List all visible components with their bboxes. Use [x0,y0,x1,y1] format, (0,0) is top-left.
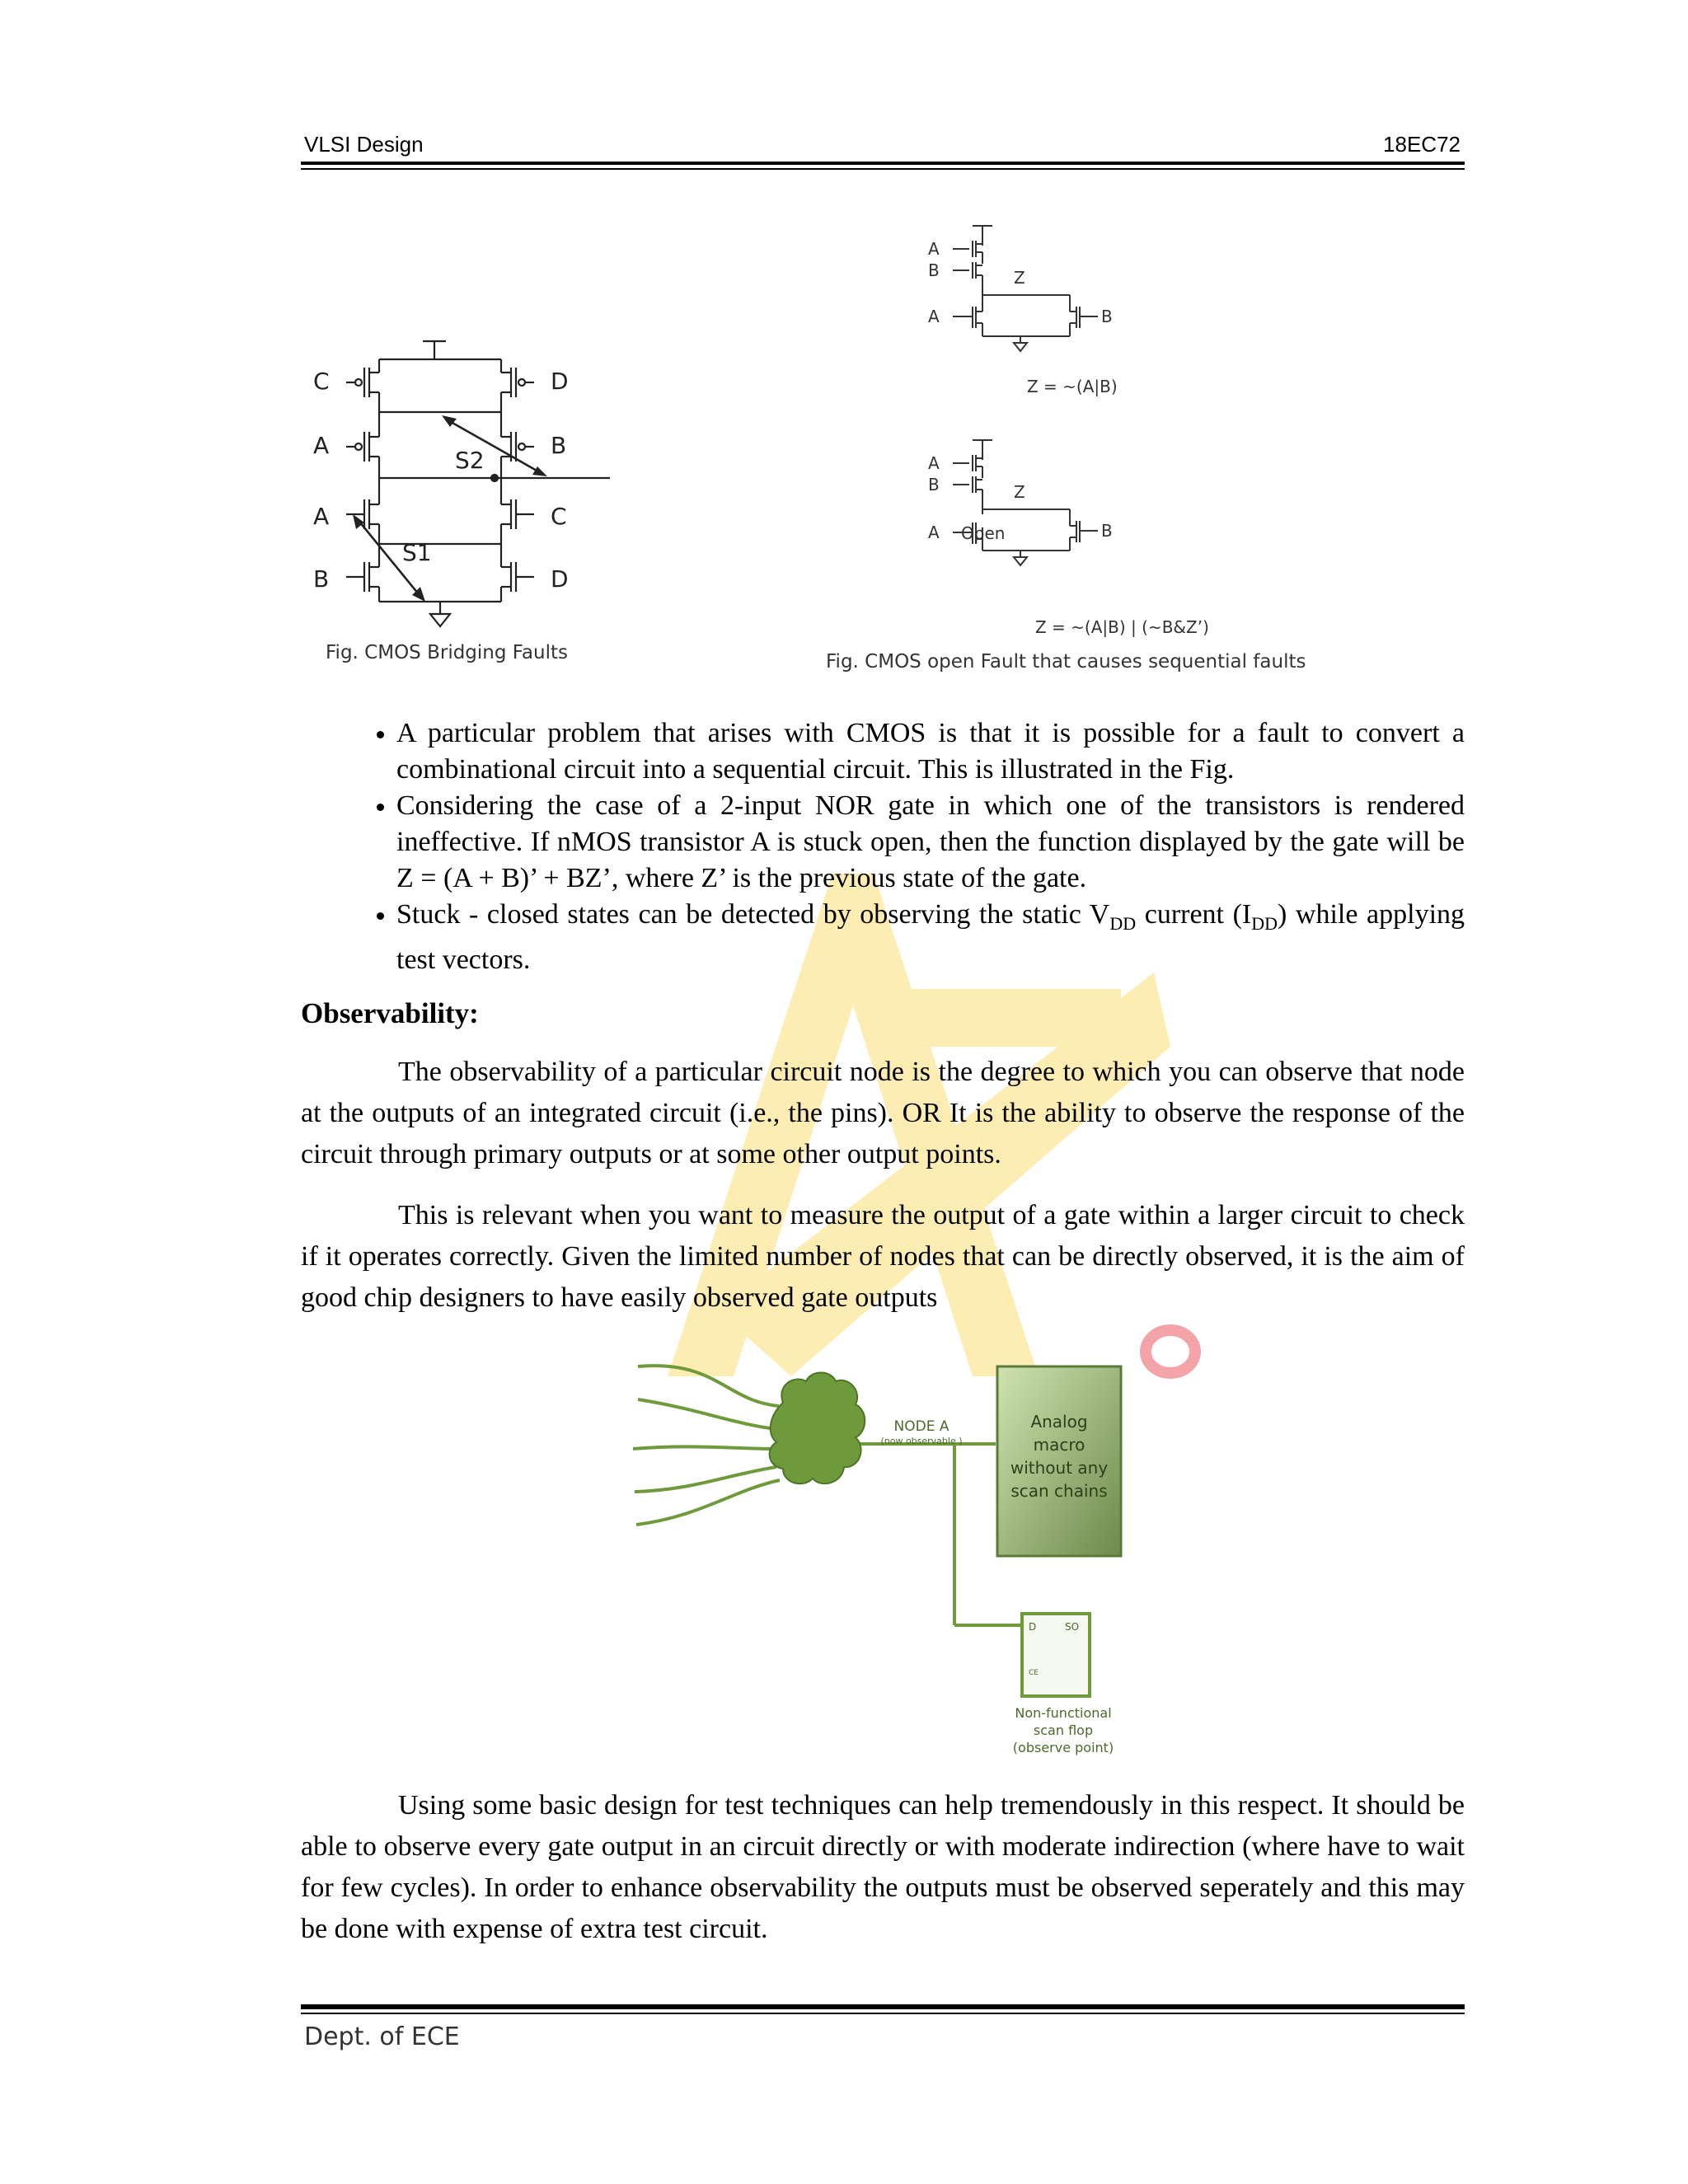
open-top-label-b2: B [1101,307,1113,326]
open-fault-caption: Fig. CMOS open Fault that causes sequential faults [826,651,1306,673]
label-c-low: C [551,503,567,530]
s2-arrowhead-bottom [532,466,547,476]
label-d-top: D [551,368,569,395]
label-s2: S2 [455,447,485,474]
footer-department: Dept. of ECE [304,2022,460,2051]
flop-caption-line-3: (observe point) [1012,1740,1114,1755]
label-a-mid: A [313,432,330,459]
watermark-bar [874,989,1121,1047]
header-course-code: 18EC72 [1383,132,1461,157]
open-top-label-z: Z [1014,268,1025,288]
macro-line-2: macro [1033,1435,1085,1455]
bullet-list [301,715,1465,978]
footer-rule-thick [301,2004,1465,2009]
flop-pin-so: SO [1065,1621,1080,1633]
open-bottom-label-b1: B [928,475,940,494]
open-fault-diagram [923,216,1220,644]
macro-line-4: scan chains [1010,1481,1108,1501]
paragraph-relevance: This is relevant when you want to measure the output of a gate within a larger circuit to check if it operates correctly. Given the limited number of nodes that can be directly observed, it is the aim of good chip designers to have easily observed gate outputs [301,1200,1465,1313]
header-rule-thick [301,162,1465,165]
s2-arrowhead-top [442,415,457,427]
paragraph-dft: Using some basic design for test techniques can help tremendously in this respect. It should be able to observe every gate output in an circuit directly or with moderate indirection (where have to wait for few cycles). In order to enhance observability the outputs must be observed seperately and this may be done with expense of extra test circuit. [301,1790,1465,1944]
label-s1: S1 [402,539,432,566]
open-bottom-label-a2: A [928,523,940,542]
flop-pin-d: D [1029,1621,1037,1633]
open-fault-label: Open [961,523,1006,543]
header-title: VLSI Design [304,132,424,157]
macro-line-3: without any [1010,1458,1109,1478]
paragraph-definition: The observability of a particular circuit node is the degree to which you can observe that node at the outputs of an integrated circuit (i.e., the pins). OR It is the ability to observe the response of the circuit through primary outputs or at some other output points. [301,1057,1465,1169]
macro-line-1: Analog [1030,1412,1088,1432]
bridging-fault-caption: Fig. CMOS Bridging Faults [326,642,568,663]
observability-diagram [626,1352,1170,1764]
footer-rule-thin [301,2013,1465,2014]
label-c-top: C [313,368,330,395]
bullet-item-3: • Stuck - closed states can be detected by observing the static $V_{DD}$ current $(I_{DD})$ while applying test vectors. [396,897,1465,978]
label-a-low: A [313,503,330,530]
open-top-label-a1: A [928,239,940,259]
open-top-label-b1: B [928,260,940,280]
flop-caption-line-2: scan flop [1033,1722,1094,1738]
open-bottom-label-z: Z [1014,482,1025,502]
open-top-equation: Z = ~(A|B) [1027,377,1118,396]
node-a-label: NODE A [893,1418,950,1435]
bullet-item-2: • Considering the case of a 2-input NOR gate in which one of the transistors is rendered ineffective. If nMOS transistor A is stuck open, then the function displayed by the gate will be Z = (A + B)’ + BZ’, where Z’ is the previous state of the gate. [396,788,1465,897]
flop-caption-line-1: Non-functional [1015,1705,1112,1721]
label-b-mid: B [551,432,567,459]
section-heading: Observability: [301,997,479,1029]
bridging-fault-diagram [305,330,626,647]
logic-cloud [770,1373,865,1484]
open-top-label-a2: A [928,307,940,326]
label-b-bot: B [313,565,330,593]
open-bottom-label-b2: B [1101,521,1113,541]
open-bottom-equation: Z = ~(A|B) | (~B&Z’) [1035,617,1209,637]
label-d-bot: D [551,565,569,593]
open-bottom-label-a1: A [928,453,940,473]
header-rule-thin [301,168,1465,170]
flop-pin-ce: CE [1029,1669,1039,1677]
node-a-sublabel: (now observable ) [880,1436,963,1446]
bullet-item-1: • A particular problem that arises with CMOS is that it is possible for a fault to convert a combinational circuit into a sequential circuit. This is illustrated in the Fig. [396,715,1465,788]
